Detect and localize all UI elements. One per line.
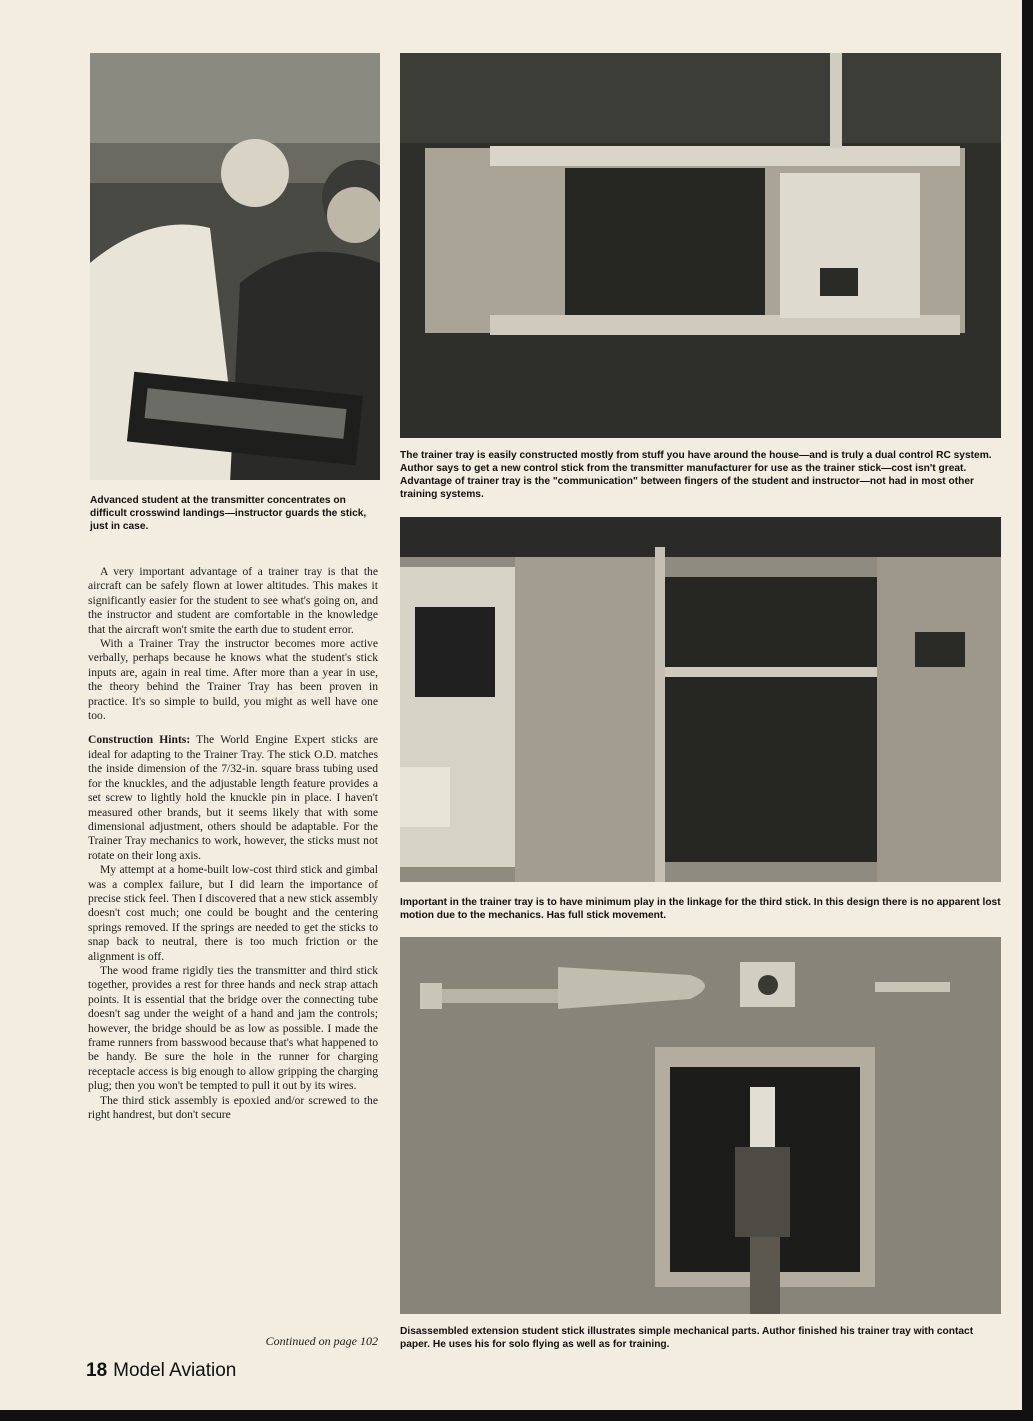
continued-on-page: Continued on page 102 <box>265 1334 378 1348</box>
caption-instructor-student: Advanced student at the transmitter concentrates on difficult crosswind landings—instructor guards the stick, just in case. <box>90 495 367 532</box>
construction-hints-heading: Construction Hints: <box>88 733 191 747</box>
photo-disassembled-stick <box>400 937 1001 1314</box>
page-folio <box>86 1360 236 1382</box>
article-body <box>88 565 378 1122</box>
article-paragraph-2: With a Trainer Tray the instructor becomes more active verbally, perhaps because he knows what the student's stick inputs are, again in real time. After more than a year in use, the theory behind the Trainer Tray has been proven in practice. It's so simple to build, you might as well have one too. <box>88 637 378 723</box>
caption-linkage: Important in the trainer tray is to have minimum play in the linkage for the third stick. In this design there is no apparent lost motion due to the mechanics. Has full stick movement. <box>400 897 1001 921</box>
article-paragraph-3 <box>88 733 378 863</box>
caption-trainer-tray: The trainer tray is easily constructed mostly from stuff you have around the house—and is truly a dual control RC system. Author says to get a new control stick from the transmitter manufacturer for use as the trainer stick—cost isn't great. Advantage of trainer tray is the "communication" between fingers of the student and instructor—not had in most other training systems. <box>400 450 992 500</box>
photo-instructor-student <box>90 53 380 480</box>
article-paragraph-4: My attempt at a home-built low-cost third stick and gimbal was a complex failure, but I did learn the importance of precise stick feel. Then I discovered that a new stick assembly doesn't cost much; one could be bought and the centering springs removed. If the springs are needed to get the sticks to snap back to neutral, there is too much friction or the alignment is off. <box>88 863 378 963</box>
photo-trainer-tray-image <box>400 53 1001 438</box>
photo-linkage-closeup-image <box>400 517 1001 882</box>
magazine-name: Model Aviation <box>113 1360 237 1381</box>
article-paragraph-1: A very important advantage of a trainer tray is that the aircraft can be safely flown at lower altitudes. This makes it significantly easier for the student to see what's going on, and the instructor and student are comfortable in the knowledge that the aircraft won't smite the earth due to student error. <box>88 565 378 636</box>
article-paragraph-3-text: The World Engine Expert sticks are ideal for adapting to the Trainer Tray. The stick O.D. matches the inside dimension of the 7/32-in. square brass tubing used for the knuckles, and the adjustable length feature provides a set screw to lightly hold the knuckle pin in place. I haven't measured other brands, but it seems likely that with some dimensional adjustment, others should be adaptable. For the Trainer Tray mechanics to work, however, the sticks must not rotate on their long axis. <box>88 733 378 862</box>
caption-disassembled-stick: Disassembled extension student stick illustrates simple mechanical parts. Author finished his trainer tray with contact paper. He uses his for solo flying as well as for training. <box>400 1326 974 1350</box>
article-paragraph-5: The wood frame rigidly ties the transmitter and third stick together, provides a rest for three hands and neck strap attach points. It is essential that the bridge over the connecting tube doesn't sag under the weight of a hand and jam the controls; however, the bridge should be as low as possible. I made the frame runners from basswood because that's what happened to be handy. Be sure the hole in the runner for charging receptacle access is big enough to allow gripping the charging plug; then you won't be tempted to pull it out by its wires. <box>88 963 378 1093</box>
photo-linkage-closeup <box>400 517 1001 882</box>
photo-instructor-student-image <box>90 53 380 480</box>
photo-disassembled-stick-image <box>400 937 1001 1314</box>
photo-trainer-tray <box>400 53 1001 438</box>
page-number: 18 <box>86 1360 108 1381</box>
article-paragraph-6: The third stick assembly is epoxied and/or screwed to the right handrest, but don't secure <box>88 1093 378 1122</box>
